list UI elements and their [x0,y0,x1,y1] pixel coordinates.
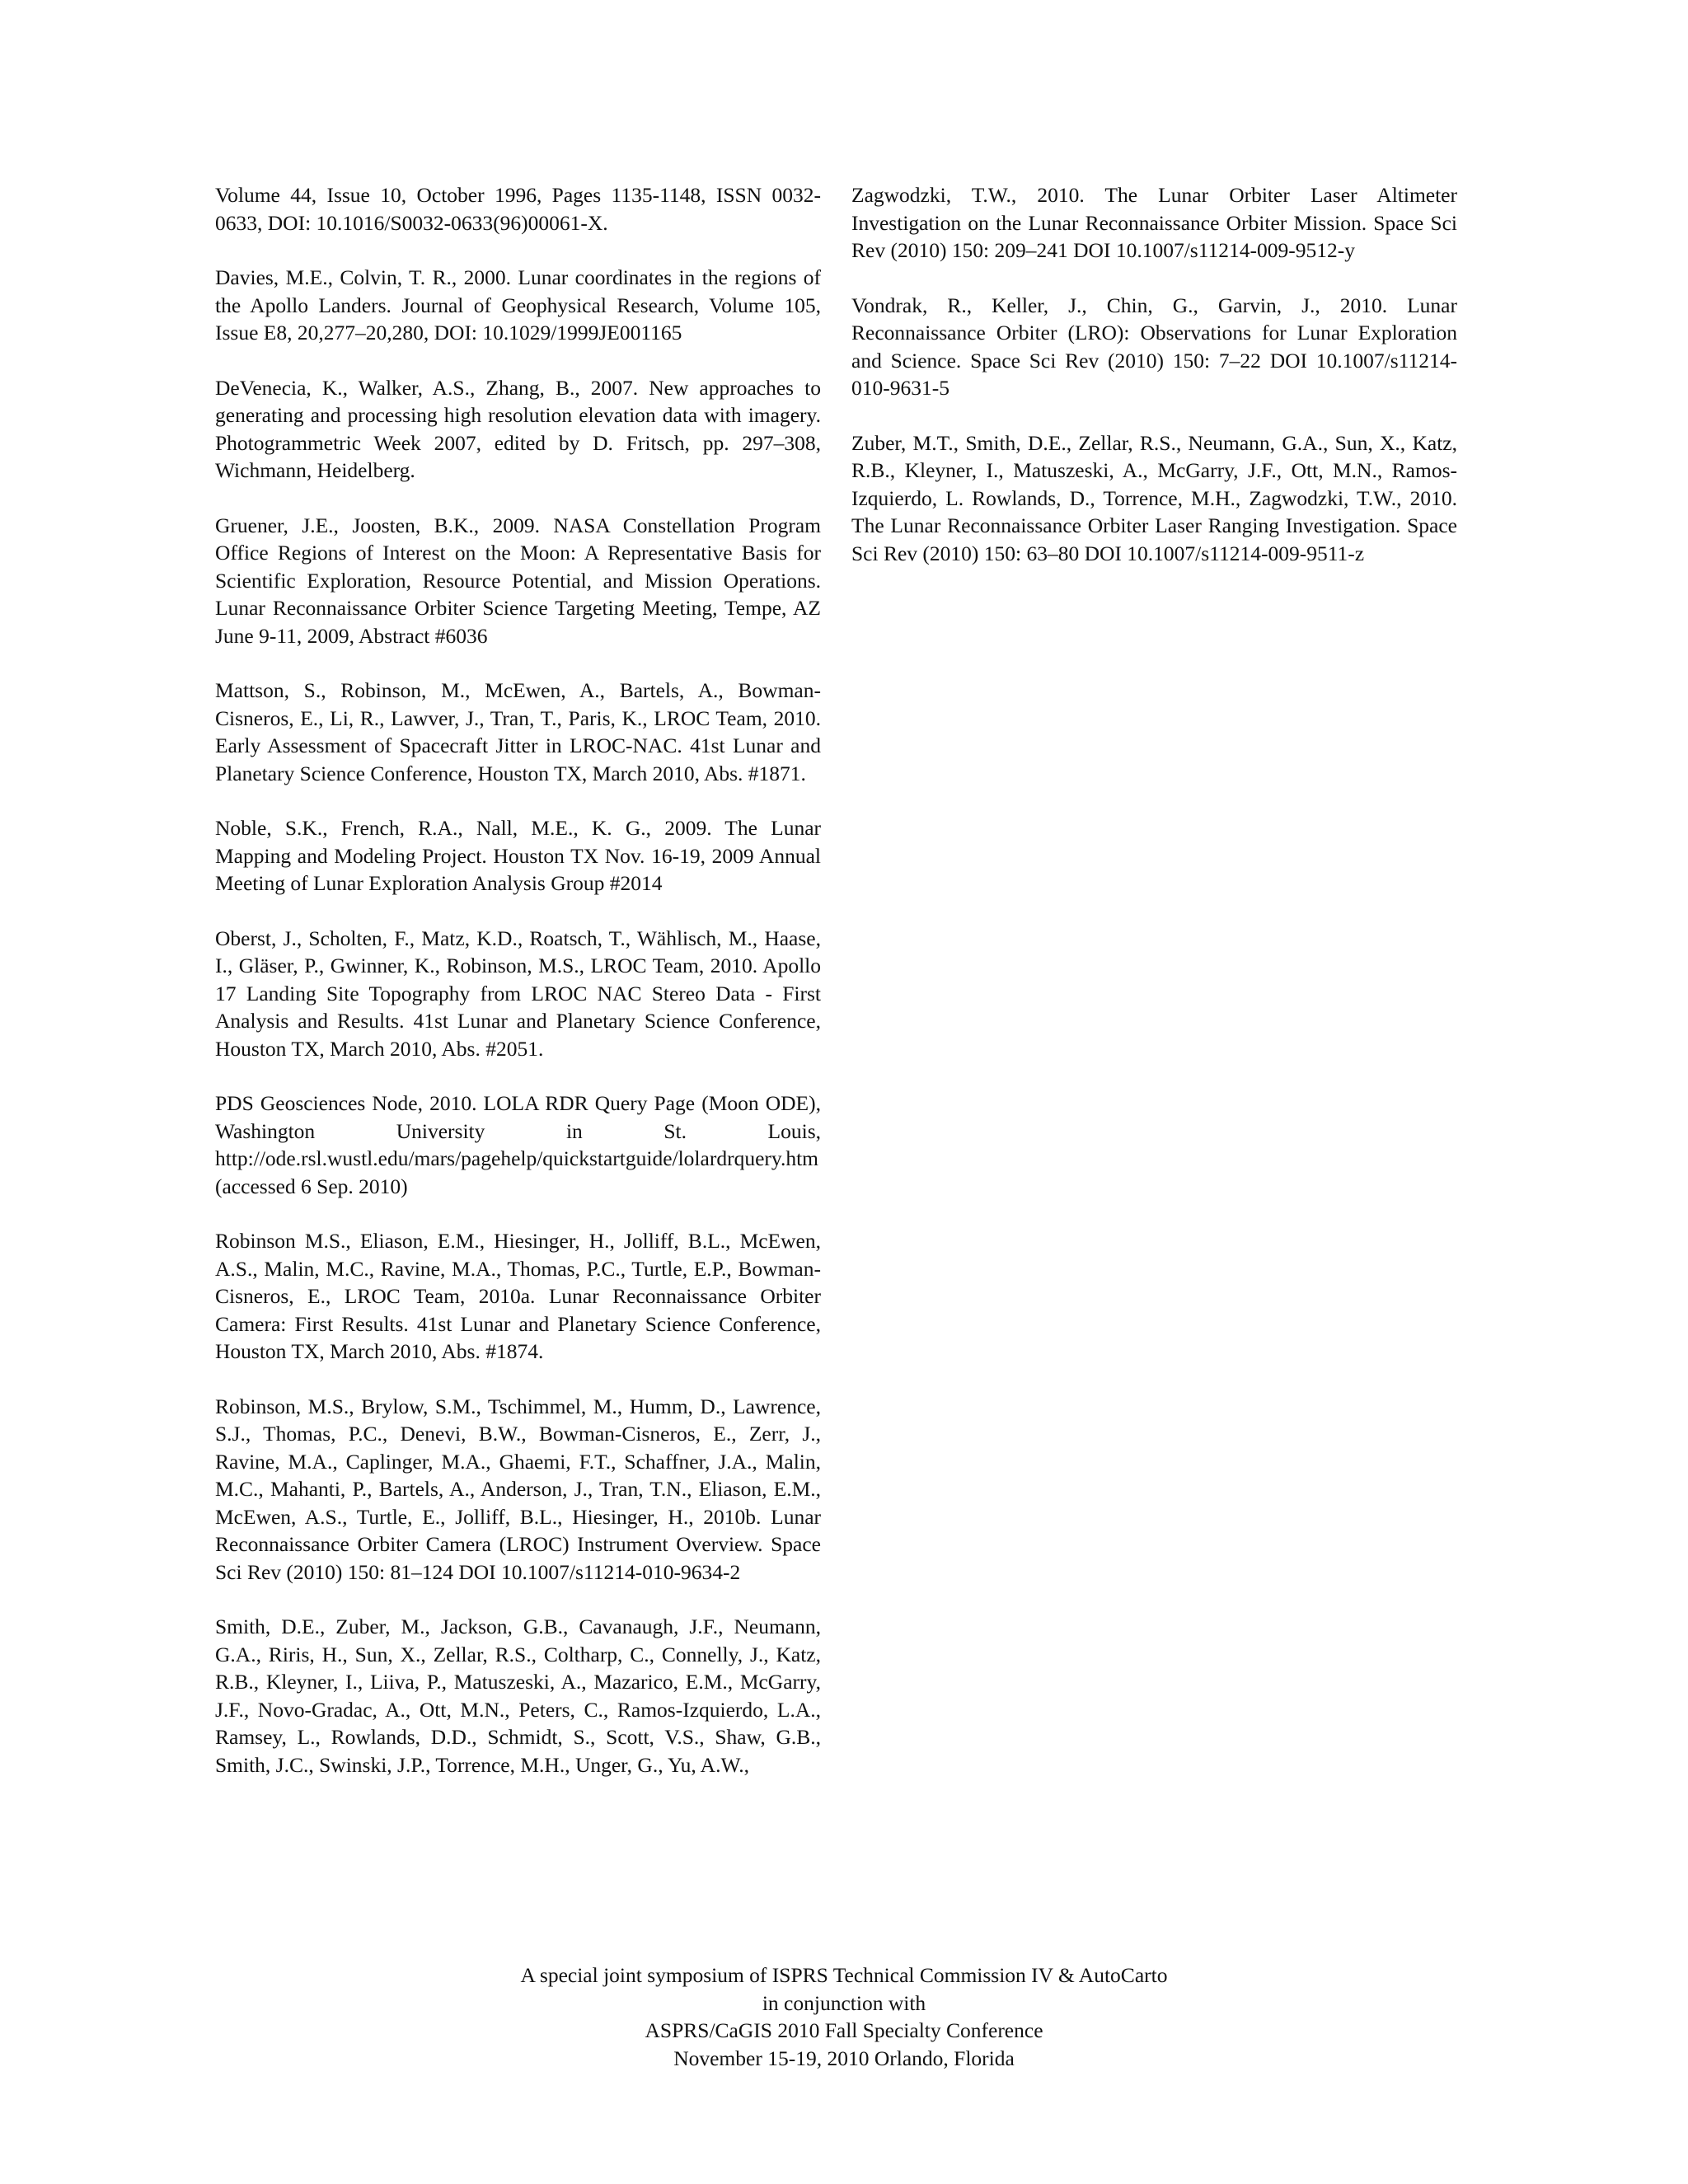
footer-line-symposium: A special joint symposium of ISPRS Technical Commission IV & AutoCarto [520,1963,1168,1987]
reference-entry: Vondrak, R., Keller, J., Chin, G., Garvin, J., 2010. Lunar Reconnaissance Orbiter (LRO): Observations for Lunar Exploration and Science. Space Sci Rev (2010) 150: 7–22 DOI 10.1007/s11214-010-9631-5 [851,293,1457,400]
reference-entry: PDS Geosciences Node, 2010. LOLA RDR Query Page (Moon ODE), Washington University in St. Louis, http://ode.rsl.wustl.edu/mars/pagehelp/quickstartguide/lolardrquery.htm (accessed 6 Sep. 2010) [215,1091,821,1198]
footer-line-conjunction: in conjunction with [762,1990,926,2015]
reference-entry: Zagwodzki, T.W., 2010. The Lunar Orbiter Laser Altimeter Investigation on the Lunar Reconnaissance Orbiter Mission. Space Sci Rev (2010) 150: 209–241 DOI 10.1007/s11214-009-9512-y [851,183,1457,262]
footer-line-conference: ASPRS/CaGIS 2010 Fall Specialty Conference [645,2018,1043,2042]
reference-entry: Mattson, S., Robinson, M., McEwen, A., Bartels, A., Bowman-Cisneros, E., Li, R., Lawver, J., Tran, T., Paris, K., LROC Team, 2010. Early Assessment of Spacecraft Jitter in LROC-NAC. 41st Lunar and Planetary Science Conference, Houston TX, March 2010, Abs. #1871. [215,678,821,785]
footer-line-date-location: November 15-19, 2010 Orlando, Florida [673,2046,1015,2070]
references-right-column [851,181,1457,594]
reference-entry: Davies, M.E., Colvin, T. R., 2000. Lunar coordinates in the regions of the Apollo Landers. Journal of Geophysical Research, Volume 105, Issue E8, 20,277–20,280, DOI: 10.1029/1999JE001165 [215,265,821,344]
reference-entry: Robinson M.S., Eliason, E.M., Hiesinger, H., Jolliff, B.L., McEwen, A.S., Malin, M.C., Ravine, M.A., Thomas, P.C., Turtle, E.P., Bowman-Cisneros, E., LROC Team, 2010a. Lunar Reconnaissance Orbiter Camera: First Results. 41st Lunar and Planetary Science Conference, Houston TX, March 2010, Abs. #1874. [215,1229,821,1363]
page-footer [0,1961,1688,2072]
reference-entry: Smith, D.E., Zuber, M., Jackson, G.B., Cavanaugh, J.F., Neumann, G.A., Riris, H., Sun, X., Zellar, R.S., Coltharp, C., Connelly, J., Katz, R.B., Kleyner, I., Liiva, P., Matuszeski, A., Mazarico, E.M., McGarry, J.F., Novo-Gradac, A., Ott, M.N., Peters, C., Ramos-Izquierdo, L.A., Ramsey, L., Rowlands, D.D., Schmidt, S., Scott, V.S., Shaw, G.B., Smith, J.C., Swinski, J.P., Torrence, M.H., Unger, G., Yu, A.W., [215,1615,821,1777]
reference-entry: Oberst, J., Scholten, F., Matz, K.D., Roatsch, T., Wählisch, M., Haase, I., Gläser, P., Gwinner, K., Robinson, M.S., LROC Team, 2010. Apollo 17 Landing Site Topography from LROC NAC Stereo Data - First Analysis and Results. 41st Lunar and Planetary Science Conference, Houston TX, March 2010, Abs. #2051. [215,926,821,1061]
reference-entry: Volume 44, Issue 10, October 1996, Pages 1135-1148, ISSN 0032-0633, DOI: 10.1016/S0032-0633(96)00061-X. [215,183,821,235]
references-left-column [215,181,821,1806]
reference-entry: Gruener, J.E., Joosten, B.K., 2009. NASA Constellation Program Office Regions of Interest on the Moon: A Representative Basis for Scientific Exploration, Resource Potential, and Mission Operations. Lunar Reconnaissance Orbiter Science Targeting Meeting, Tempe, AZ June 9-11, 2009, Abstract #6036 [215,513,821,648]
reference-entry: Zuber, M.T., Smith, D.E., Zellar, R.S., Neumann, G.A., Sun, X., Katz, R.B., Kleyner, I., Matuszeski, A., McGarry, J.F., Ott, M.N., Ramos-Izquierdo, L. Rowlands, D., Torrence, M.H., Zagwodzki, T.W., 2010. The Lunar Reconnaissance Orbiter Laser Ranging Investigation. Space Sci Rev (2010) 150: 63–80 DOI 10.1007/s11214-009-9511-z [851,430,1457,565]
reference-entry: DeVenecia, K., Walker, A.S., Zhang, B., 2007. New approaches to generating and processing high resolution elevation data with imagery. Photogrammetric Week 2007, edited by D. Fritsch, pp. 297–308, Wichmann, Heidelberg. [215,375,821,482]
reference-entry: Noble, S.K., French, R.A., Nall, M.E., K. G., 2009. The Lunar Mapping and Modeling Project. Houston TX Nov. 16-19, 2009 Annual Meeting of Lunar Exploration Analysis Group #2014 [215,816,821,895]
reference-entry: Robinson, M.S., Brylow, S.M., Tschimmel, M., Humm, D., Lawrence, S.J., Thomas, P.C., Denevi, B.W., Bowman-Cisneros, E., Zerr, J., Ravine, M.A., Caplinger, M.A., Ghaemi, F.T., Schaffner, J.A., Malin, M.C., Mahanti, P., Bartels, A., Anderson, J., Tran, T.N., Eliason, E.M., McEwen, A.S., Turtle, E., Jolliff, B.L., Hiesinger, H., 2010b. Lunar Reconnaissance Orbiter Camera (LROC) Instrument Overview. Space Sci Rev (2010) 150: 81–124 DOI 10.1007/s11214-010-9634-2 [215,1394,821,1584]
